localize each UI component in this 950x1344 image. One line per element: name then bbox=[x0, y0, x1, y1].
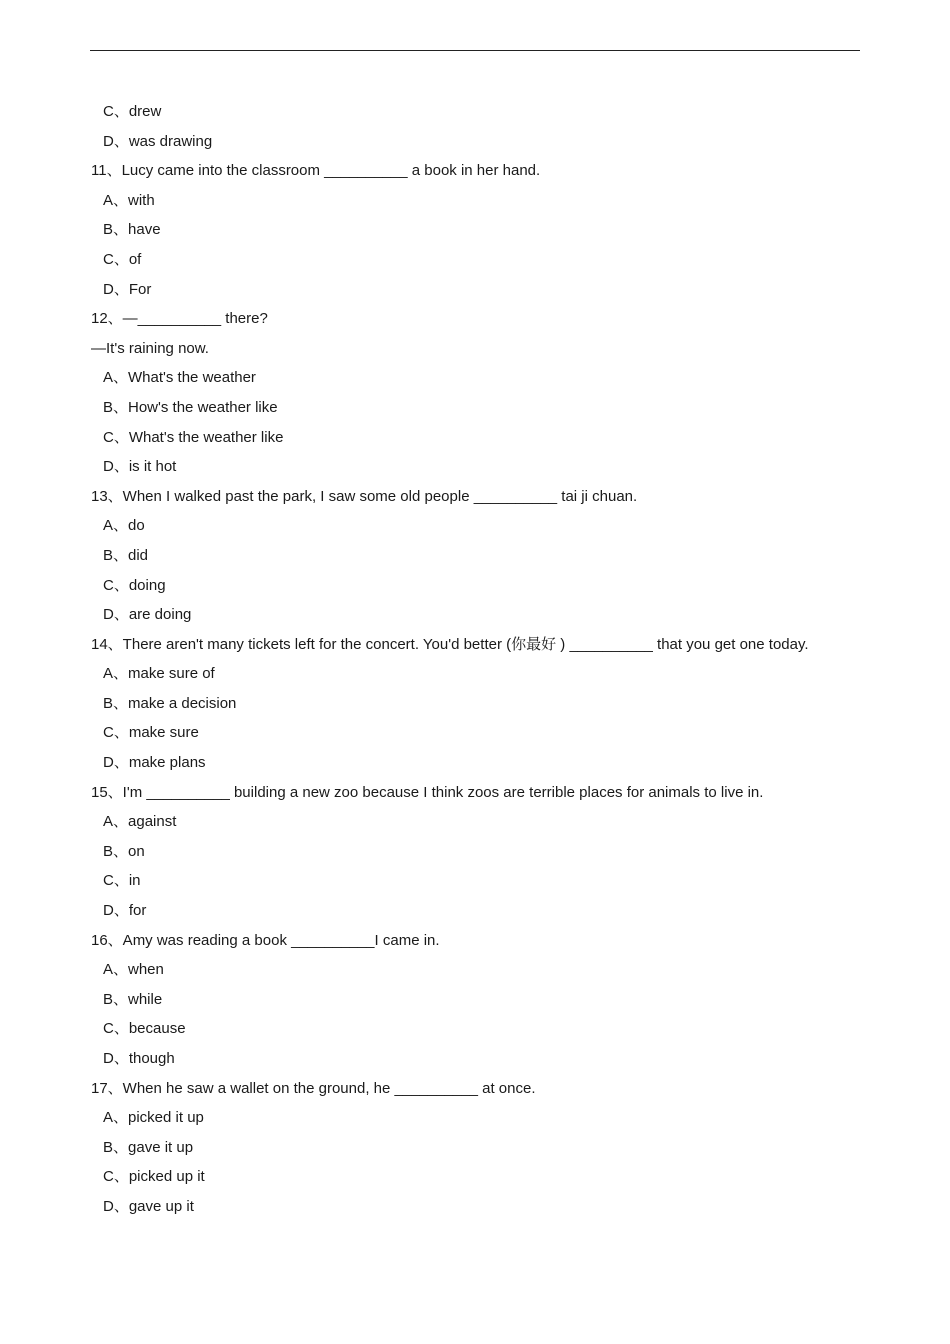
option-line: A、What's the weather bbox=[103, 369, 256, 387]
option-line: D、make plans bbox=[103, 754, 206, 772]
option-line: C、drew bbox=[103, 103, 162, 120]
question-line: 11、Lucy came into the classroom __________ a book in her hand. bbox=[91, 162, 541, 180]
option-line: B、on bbox=[103, 842, 145, 860]
option-line: B、did bbox=[103, 546, 149, 564]
option-line: D、For bbox=[103, 280, 152, 298]
header-rule bbox=[90, 50, 860, 51]
option-line: C、doing bbox=[103, 576, 166, 594]
question-line: 14、There aren't many tickets left for the concert. You'd better (你最好 ) __________ that you get one today. bbox=[91, 635, 809, 653]
option-line: B、make a decision bbox=[103, 694, 237, 712]
option-line: D、though bbox=[103, 1050, 175, 1067]
question-line: 16、Amy was reading a book __________I came in. bbox=[91, 931, 440, 949]
option-line: D、gave up it bbox=[103, 1197, 194, 1215]
option-line: C、because bbox=[103, 1020, 186, 1038]
option-line: D、is it hot bbox=[103, 458, 177, 476]
option-line: A、when bbox=[103, 961, 164, 979]
option-line: A、do bbox=[103, 517, 145, 535]
question-line: —It's raining now. bbox=[91, 339, 209, 357]
question-line: 17、When he saw a wallet on the ground, he __________ at once. bbox=[91, 1079, 536, 1097]
question-line: 13、When I walked past the park, I saw some old people __________ tai ji chuan. bbox=[91, 487, 638, 505]
option-line: C、picked up it bbox=[103, 1168, 205, 1186]
option-line: C、What's the weather like bbox=[103, 428, 284, 446]
option-line: B、have bbox=[103, 221, 161, 239]
option-line: C、in bbox=[103, 872, 141, 890]
question-line: 15、I'm __________ building a new zoo because I think zoos are terrible places for animals to live in. bbox=[91, 783, 764, 801]
option-line: C、make sure bbox=[103, 724, 199, 742]
option-line: A、with bbox=[103, 191, 155, 209]
option-line: B、gave it up bbox=[103, 1138, 194, 1156]
option-line: D、was drawing bbox=[103, 132, 213, 150]
option-line: A、against bbox=[103, 813, 177, 831]
option-line: D、for bbox=[103, 902, 147, 920]
option-line: C、of bbox=[103, 250, 142, 268]
option-line: A、make sure of bbox=[103, 665, 215, 683]
option-line: B、while bbox=[103, 990, 163, 1008]
question-line: 12、—__________ there? bbox=[91, 310, 268, 328]
option-line: A、picked it up bbox=[103, 1109, 204, 1127]
option-line: D、are doing bbox=[103, 606, 192, 624]
option-line: B、How's the weather like bbox=[103, 398, 278, 416]
document-body bbox=[0, 97, 950, 1222]
